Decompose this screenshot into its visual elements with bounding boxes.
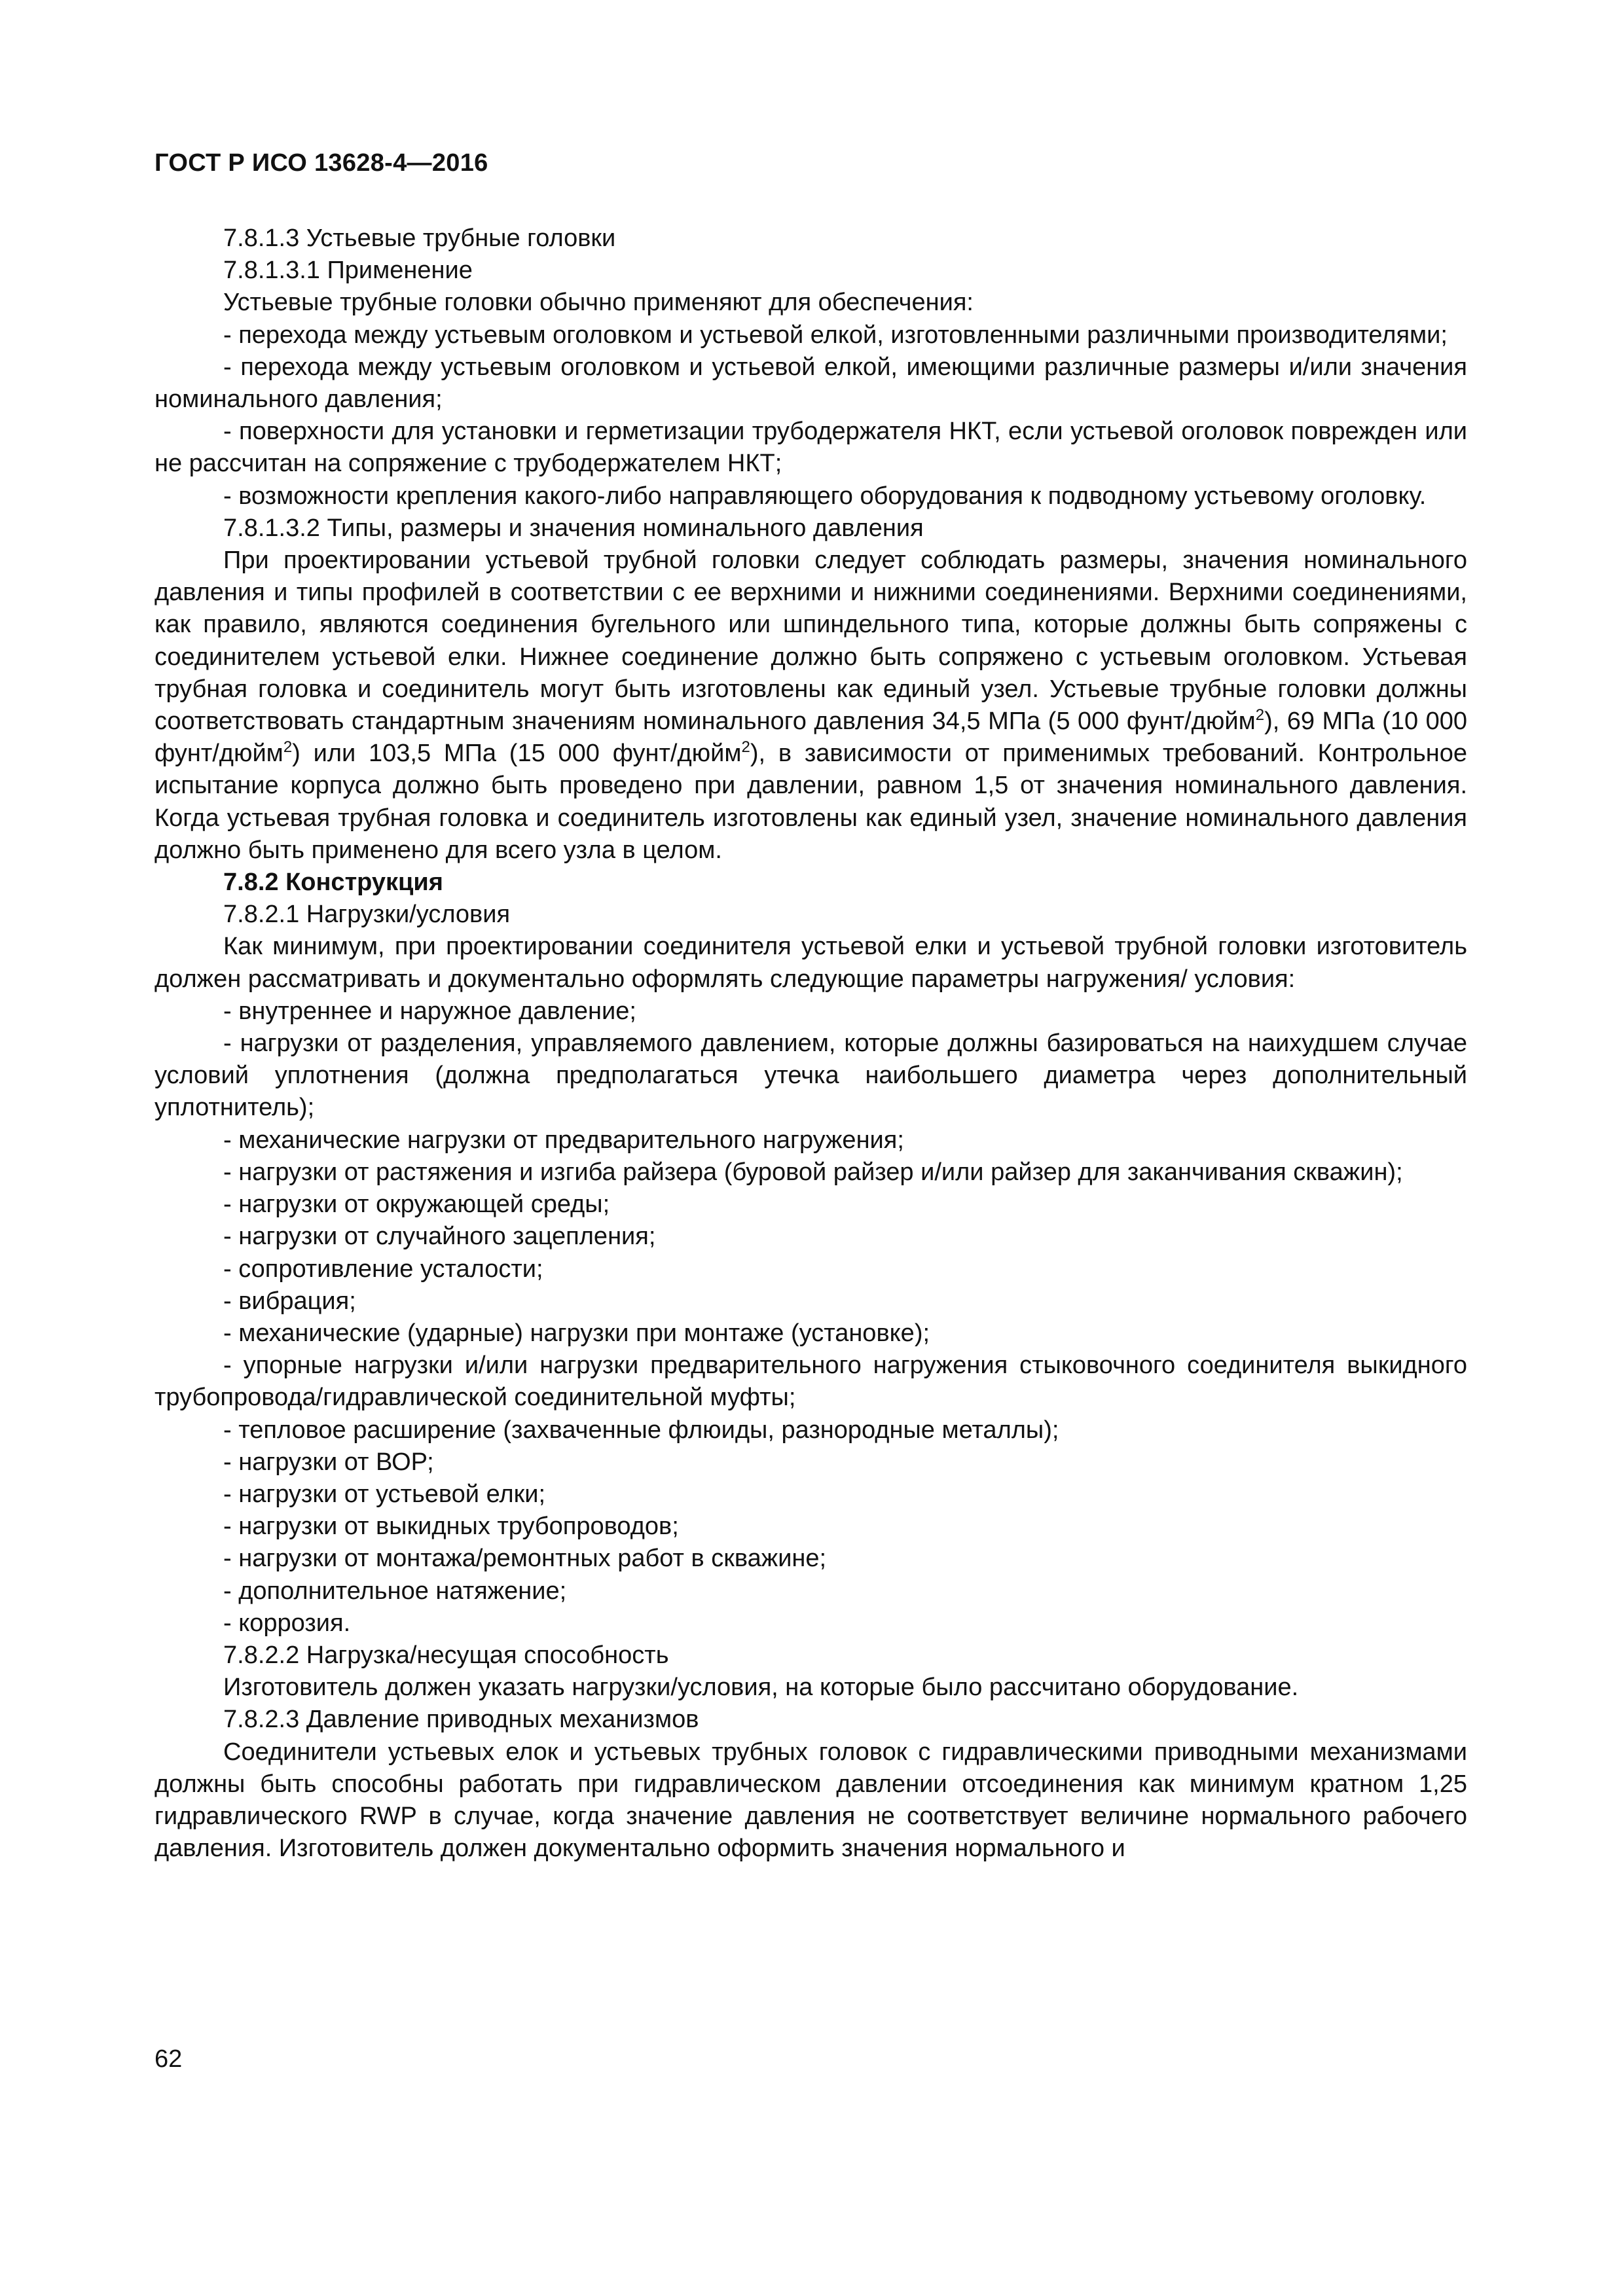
subsection-heading: 7.8.1.3.1 Применение <box>223 257 473 285</box>
list-item: - нагрузки от случайного зацепления; <box>223 1223 656 1251</box>
superscript: 2 <box>283 738 293 757</box>
list-item: - нагрузки от растяжения и изгиба райзера (буровой райзер и/или райзер для заканчивания скважин); <box>223 1158 1403 1186</box>
section-heading: 7.8.1.3 Устьевые трубные головки <box>223 224 616 252</box>
body-paragraph: Устьевые трубные головки обычно применяют для обеспечения: <box>223 289 974 317</box>
list-item: - перехода между устьевым оголовком и устьевой елкой, имеющими различные размеры и/или значения номинального давления; <box>155 353 1467 414</box>
list-item: - упорные нагрузки и/или нагрузки предварительного нагружения стыковочного соединителя выкидного трубопровода/гидравлической соединительной муфты; <box>155 1352 1467 1412</box>
list-item: - механические (ударные) нагрузки при монтаже (установке); <box>223 1319 930 1347</box>
text-run: При проектировании устьевой трубной головки следует соблюдать размеры, значения номинального давления и типы профилей в соответствии с ее верхними и нижними соединениями. Верхними соединениями, как правило, являются соединения бугельного или шпиндельного типа, которые должны быть сопряжены с соединителем устьевой елки. Нижнее соединение должно быть сопряжено с устьевым оголовком. Устьевая трубная головка и соединитель могут быть изготовлены как единый узел. Устьевые трубные головки должны соответствовать стандартным значениям номинального давления 34,5 МПа (5 000 фунт/дюйм <box>155 547 1467 736</box>
body-paragraph: Соединители устьевых елок и устьевых трубных головок с гидравлическими приводными механизмами должны быть способны работать при гидравлическом давлении отсоединения как минимум кратном 1,25 гидравлического RWP в случае, когда значение давления не соответствует величине нормального рабочего давления. Изготовитель должен документально оформить значения нормального и <box>155 1738 1467 1863</box>
page-number: 62 <box>155 2045 183 2073</box>
subsection-heading: 7.8.2.1 Нагрузки/условия <box>223 901 511 929</box>
list-item: - сопротивление усталости; <box>223 1255 543 1283</box>
text-run: ), в зависимости от применимых требований. Контрольное испытание корпуса должно быть проведено при давлении, равном 1,5 от значения номинального давления. Когда устьевая трубная головка и соединитель изготовлены как единый узел, значение номинального давления должно быть применено для всего узла в целом. <box>155 740 1467 864</box>
list-item: - нагрузки от монтажа/ремонтных работ в скважине; <box>223 1545 827 1573</box>
list-item: - коррозия. <box>223 1609 351 1637</box>
list-item: - нагрузки от окружающей среды; <box>223 1191 610 1219</box>
list-item: - перехода между устьевым оголовком и устьевой елкой, изготовленными различными производителями; <box>223 321 1448 349</box>
list-item: - нагрузки от выкидных трубопроводов; <box>223 1513 679 1541</box>
list-item: - нагрузки от разделения, управляемого давлением, которые должны базироваться на наихудшем случае условий уплотнения (должна предполагаться утечка наибольшего диаметра через дополнительный уплотнитель); <box>155 1030 1467 1122</box>
subsection-heading: 7.8.1.3.2 Типы, размеры и значения номинального давления <box>223 514 924 542</box>
list-item: - тепловое расширение (захваченные флюиды, разнородные металлы); <box>223 1416 1059 1444</box>
document-body <box>155 223 1467 1865</box>
list-item: - механические нагрузки от предварительного нагружения; <box>223 1126 904 1154</box>
body-paragraph <box>155 545 1467 867</box>
list-item: - вибрация; <box>223 1287 356 1315</box>
body-paragraph: Как минимум, при проектировании соединителя устьевой елки и устьевой трубной головки изготовитель должен рассматривать и документально оформлять следующие параметры нагружения/ условия: <box>155 933 1467 993</box>
body-paragraph: Изготовитель должен указать нагрузки/условия, на которые было рассчитано оборудование. <box>223 1674 1299 1702</box>
document-header: ГОСТ Р ИСО 13628-4—2016 <box>155 149 488 177</box>
list-item: - нагрузки от ВОР; <box>223 1448 434 1476</box>
list-item: - нагрузки от устьевой елки; <box>223 1480 546 1508</box>
superscript: 2 <box>1255 706 1265 725</box>
text-run: ) или 103,5 МПа (15 000 фунт/дюйм <box>292 740 742 768</box>
text-run: ), 69 МПа (10 000 фунт/дюйм <box>155 708 1467 768</box>
section-heading: 7.8.2 Конструкция <box>223 869 443 897</box>
superscript: 2 <box>741 738 750 757</box>
list-item: - поверхности для установки и герметизации трубодержателя НКТ, если устьевой оголовок поврежден или не рассчитан на сопряжение с трубодержателем НКТ; <box>155 418 1467 478</box>
list-item: - внутреннее и наружное давление; <box>223 997 636 1025</box>
list-item: - возможности крепления какого-либо направляющего оборудования к подводному устьевому оголовку. <box>223 482 1427 510</box>
subsection-heading: 7.8.2.3 Давление приводных механизмов <box>223 1706 699 1734</box>
subsection-heading: 7.8.2.2 Нагрузка/несущая способность <box>223 1641 669 1669</box>
list-item: - дополнительное натяжение; <box>223 1577 567 1605</box>
